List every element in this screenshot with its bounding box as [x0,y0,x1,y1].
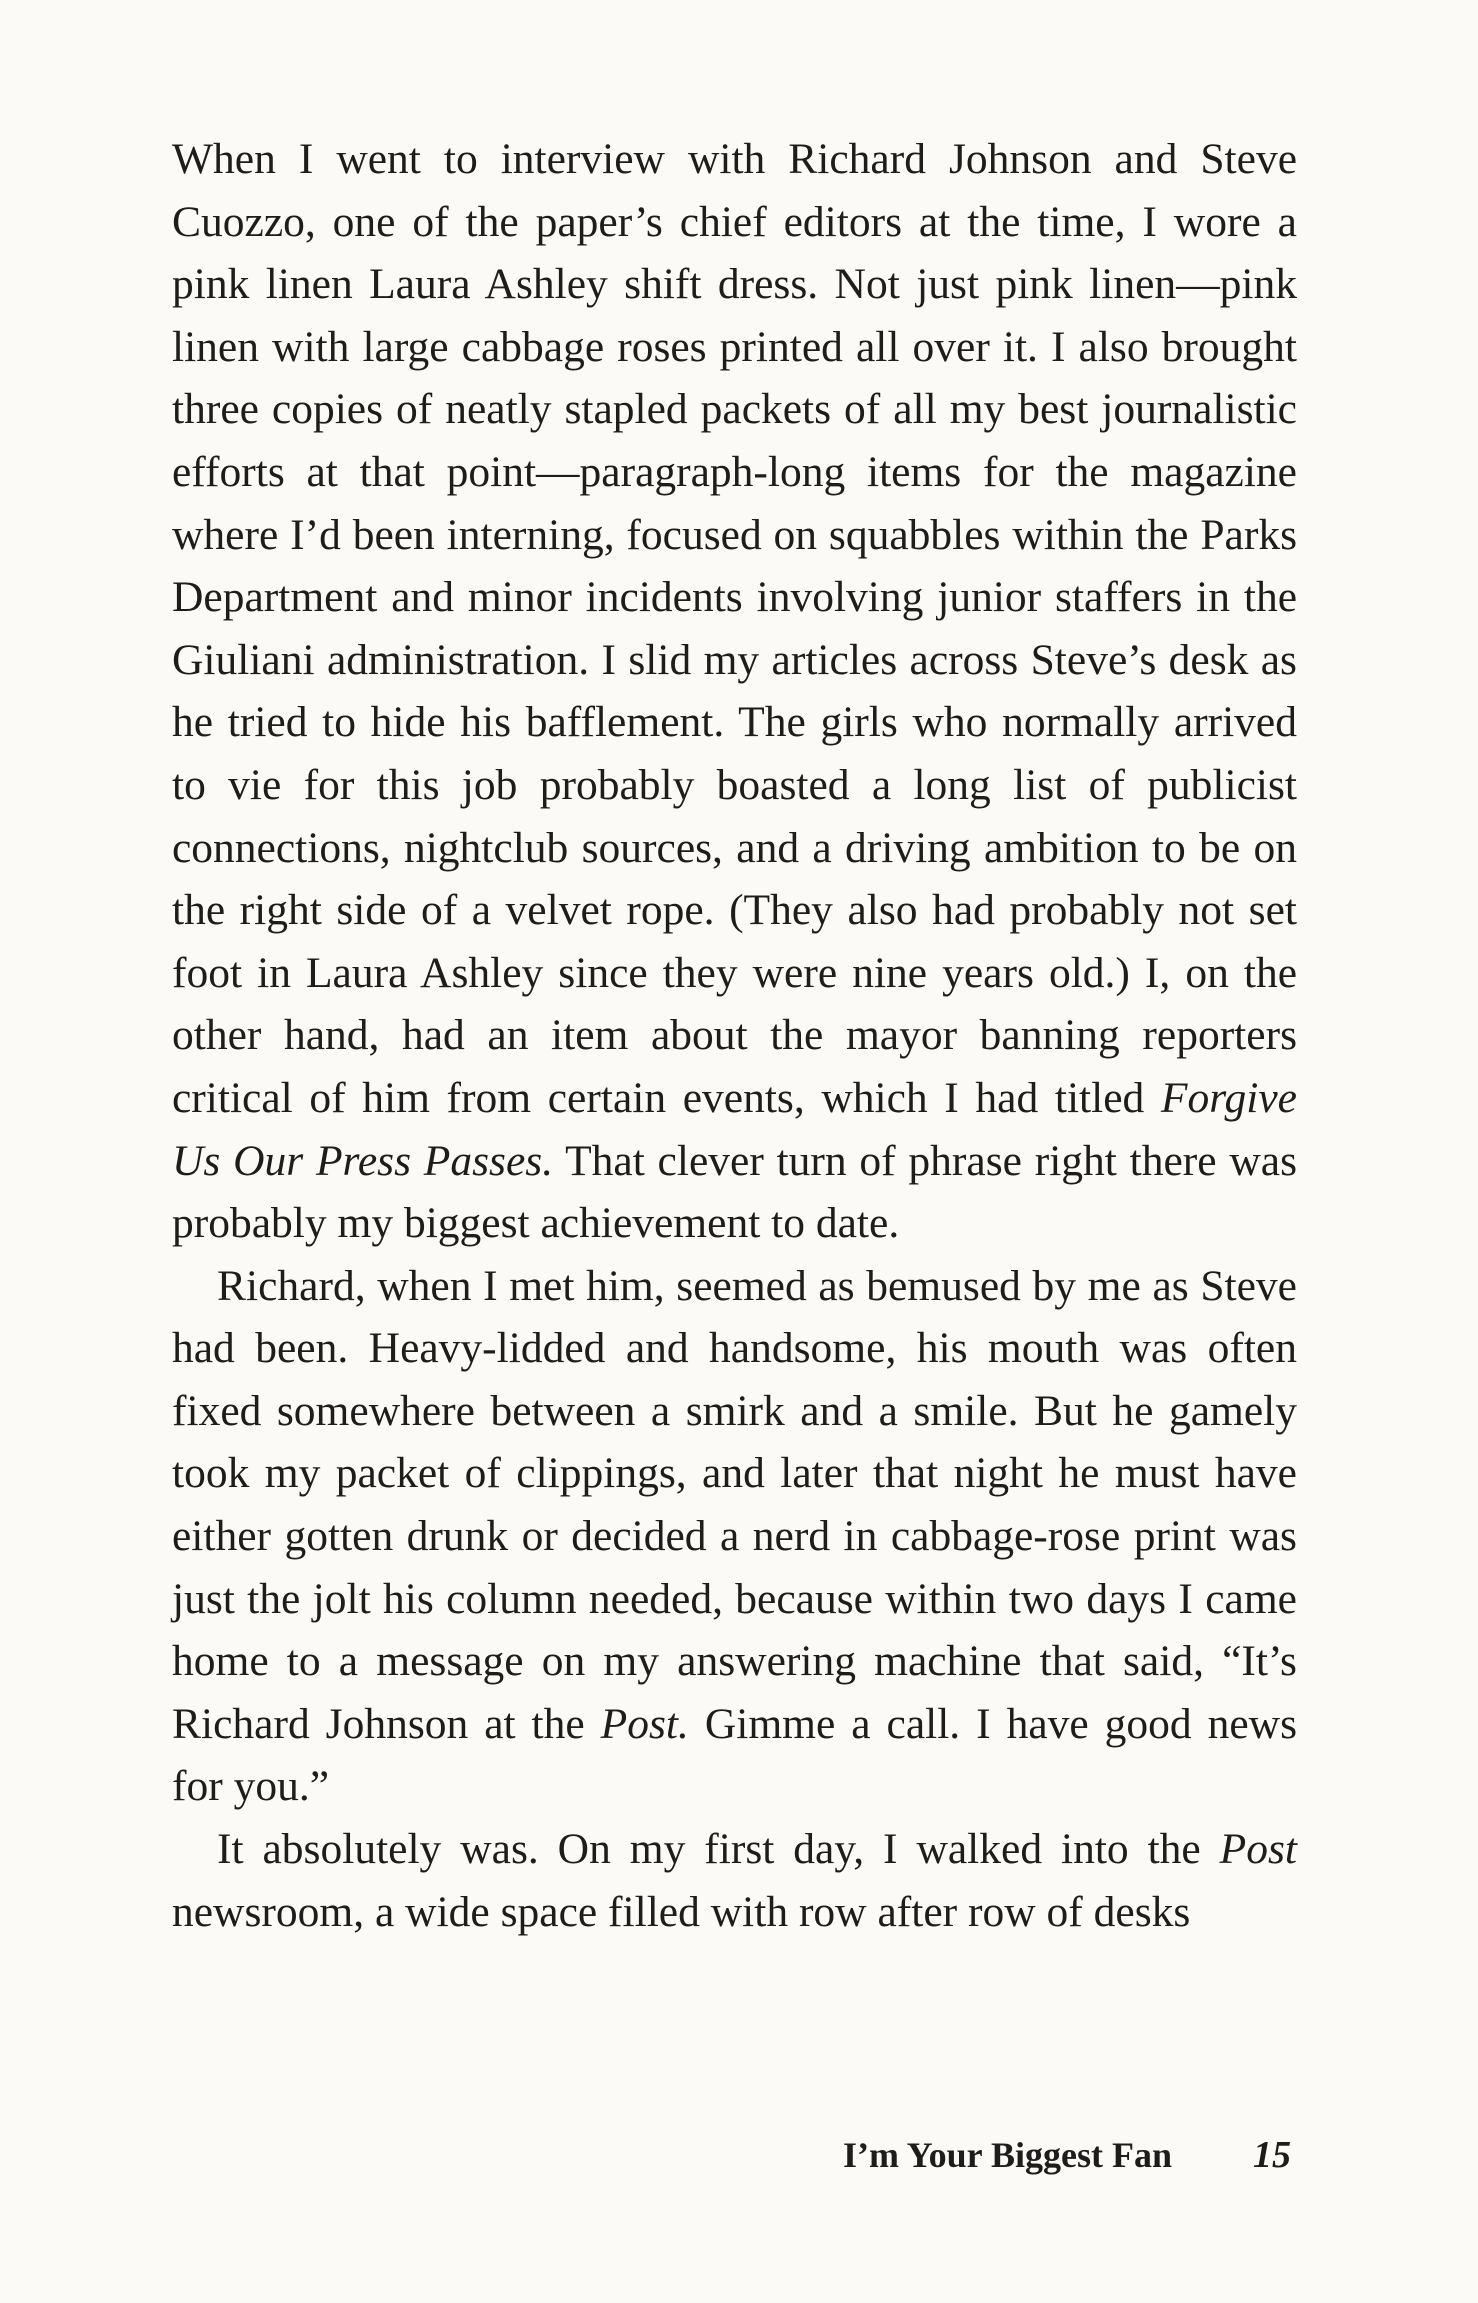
paragraph-3-italic-post: Post [1219,1825,1297,1874]
paragraph-1 [172,128,1297,1255]
paragraph-1-italic-title: Forgive Us Our Press Passes. [172,1073,1297,1185]
page-footer [0,2133,1478,2183]
paragraph-1-text-1: When I went to interview with Richard Johnson and Steve Cuozzo, one of the paper’s chief editors at the time, I wore a pink linen Laura Ashley shift dress. Not just pink linen—pink linen with large cabbage roses printed all over it. I also brought three copies of neatly stapled packets of all my best journalistic efforts at that point—paragraph-long items for the magazine where I’d been interning, focused on squabbles within the Parks Department and minor incidents involving junior staffers in the Giuliani administration. I slid my articles across Steve’s desk as he tried to hide his bafflement. The girls who normally arrived to vie for this job probably boasted a long list of publicist connections, nightclub sources, and a driving ambition to be on the right side of a velvet rope. (They also had probably not set foot in Laura Ashley since they were nine years old.) I, on the other hand, had an item about the mayor banning reporters critical of him from certain events, which I had titled [172,135,1297,1122]
body-text [172,128,1297,1943]
paragraph-2 [172,1255,1297,1818]
paragraph-3-text-2: newsroom, a wide space filled with row after row of desks [172,1887,1191,1936]
paragraph-1-text-2: That clever turn of phrase right there was probably my biggest achievement to date. [172,1136,1297,1248]
paragraph-2-text-1: Richard, when I met him, seemed as bemused by me as Steve had been. Heavy-lidded and handsome, his mouth was often fixed somewhere between a smirk and a smile. But he gamely took my packet of clippings, and later that night he must have either gotten drunk or decided a nerd in cabbage-rose print was just the jolt his column needed, because within two days I came home to a message on my answering machine that said, “It’s Richard Johnson at the [172,1261,1297,1748]
paragraph-2-text-2: Gimme a call. I have good news for you.” [172,1699,1297,1811]
paragraph-3-text-1: It absolutely was. On my first day, I walked into the [217,1825,1220,1874]
paragraph-2-italic-post: Post. [600,1699,689,1748]
running-title: I’m Your Biggest Fan [842,2135,1172,2175]
paragraph-3 [172,1818,1297,1943]
page-number: 15 [1253,2134,1291,2176]
